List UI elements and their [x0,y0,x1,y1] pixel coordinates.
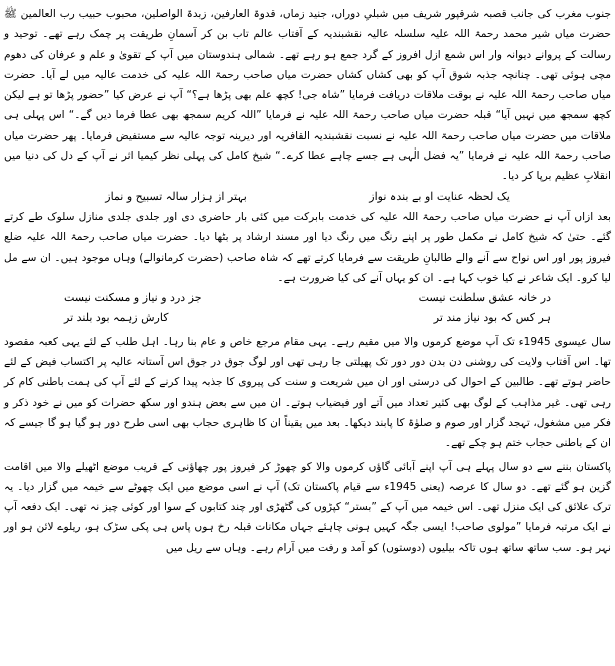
verse-line: ہر کس کہ بود نیاز مند تر [433,311,551,325]
verse-couplet-3 [4,308,611,328]
paragraph-3: سال عیسوی 1945ء تک آپ موضع کرموں والا میں مقیم رہے۔ یہی مقام مرجع خاص و عام بنا رہا۔ اہل طلب کے لئے یہی کعبہ مقصود تھا۔ اس آفتاب ولایت کی روشنی دن بدن دور دور تک پھیلتی جا رہی تھی اور لوگ جوق در جوق اس آستانہ عالیہ پر اکتساب فیض کے لئے حاضر ہوتے تھے۔ طالبین کے احوال کی درستی اور ان میں شریعت و سنت کی پیروی کا جذبہ پیدا کرنے کے لئے آپ کی ہمت باطنی کام کر رہی تھی۔ غیر مذاہب کے لوگ بھی کثیر تعداد میں آتے اور فیضیاب ہوتے۔ ان میں سے بعض ہندو اور سکھ حضرات کو میں نے خود ذکر و فکر میں مشغول، تہجد گزار اور صوم و صلوٰۃ کا پابند دیکھا۔ بعد میں یقیناً ان کا ظاہری حجاب بھی اسی طرح دور ہو گیا ہو گا جیسے کہ ان کے باطنی حجاب ختم ہو چکے تھے۔ [4,335,611,450]
verse-couplet-1 [4,187,611,207]
verse-line: جز درد و نیاز و مسکنت نیست [64,291,202,305]
verse-line: کارش زہمہ بود بلند تر [64,311,169,325]
paragraph-2: بعد ازاں آپ نے حضرت میاں صاحب رحمۃ اللہ علیہ کی خدمت بابرکت میں کئی بار حاضری دی اور جلدی جلدی منازل سلوک طے کرتے گئے۔ حتیٰ کہ شیخ کامل نے مکمل طور پر اپنے رنگ میں رنگ دیا اور مسند ارشاد پر بٹھا دیا۔ حضرت میاں صاحب رحمۃ اللہ علیہ ضلع فیروز پور اور اس نواح سے آنے والے طالبانِ طریقت سے فرمایا کرتے تھے کہ شاہ صاحب (حضرت کرمانوالے) وہاں موجود ہیں۔ ان سے مل لیا کرو۔ ایک شاعر نے کیا خوب کہا ہے۔ ان کو یہاں آنے کی کیا ضرورت ہے۔ [4,210,611,284]
verse-line: بہتر از ہزار سالہ تسبیح و نماز [105,189,247,203]
verse-line: در خانہ عشق سلطنت نیست [418,291,551,305]
paragraph-1: جنوب مغرب کی جانب قصبہ شرقپور شریف میں شبلیِ دوراں، جنید زماں، قدوۃ العارفین، زبدۃ الواصلین، محبوب حبیب رب العالمین ﷺ حضرت میاں شیر محمد رحمۃ اللہ علیہ سلسلہ عالیہ نقشبندیہ کے آفتاب عالم تاب بن کر آسمانِ طریقت پر چمک رہے تھے۔ توحید و رسالت کے پروانے دیوانہ وار اس شمع ازل افروز کے گرد جمع ہو رہے تھے۔ شمالی ہندوستان میں آپ کے تقویٰ و علم و عرفان کی دھوم مچی ہوئی تھی۔ چنانچہ جذبہ شوق آپ کو بھی کشاں کشاں حضرت میاں صاحب رحمۃ اللہ علیہ کی خدمت عالیہ میں لے آیا۔ حضرت میاں صاحب رحمۃ اللہ علیہ نے بوقت ملاقات دریافت فرمایا ”شاہ جی! کچھ علم بھی پڑھا ہے؟“ آپ نے عرض کیا ”حضور پڑھا تو ہے لیکن کچھ سمجھ میں نہیں آیا“ قبلہ حضرت میاں صاحب رحمۃ اللہ علیہ نے فرمایا ”اللہ کریم سمجھ بھی عطا فرما دیں گے۔“ اس پہلی ہی ملاقات میں حضرت میاں صاحب رحمۃ اللہ علیہ نے نسبت نقشبندیہ القافریہ اور دیرینہ توجہ عالیہ سے مستفیض فرمایا۔ پھر حضرت میاں صاحب رحمۃ اللہ علیہ نے فرمایا ”یہ فضل الٰہی ہے جسے چاہے عطا کرے۔“ شیخ کامل کی پہلی نظر کیمیا اثر نے آپ کے دل کی دنیا میں انقلابِ عظیم برپا کر دیا۔ [4,8,611,183]
paragraph-4: پاکستان بننے سے دو سال پہلے ہی آپ اپنے آبائی گاؤں کرموں والا کو چھوڑ کر فیروز پور چھاؤنی کے قریب موضع اٹھیلے والا میں اقامت گزین ہو گئے تھے۔ دو سال کا عرصہ (یعنی 1945ء سے قیام پاکستان تک) آپ نے اسی موضع میں ایک چھوٹے سے خیمہ میں گزار دیا۔ یہ ترک علائق کی ایک منزل تھی۔ اس خیمہ میں آپ کے ”بستر“ کپڑوں کی گٹھڑی اور چند کتابوں کے سوا اور کوئی چیز نہ تھی۔ ایک دفعہ آپ نے ایک مرتبہ فرمایا ”مولوی صاحب! ایسی جگہ کہیں ہونی چاہئے جہاں مکانات قبلہ رخ ہوں پاس ہی پکی سڑک ہو، ریلوے لائن ہو اور نہر ہو۔ سب ساتھ ساتھ ہوں تاکہ بیلیوں (دوستوں) کو آمد و رفت میں آرام رہے۔ وہاں سے ریل میں [4,460,611,554]
verse-line: یک لحظہ عنایت او بے بندہ نواز [369,189,510,203]
verse-couplet-2 [4,288,611,308]
